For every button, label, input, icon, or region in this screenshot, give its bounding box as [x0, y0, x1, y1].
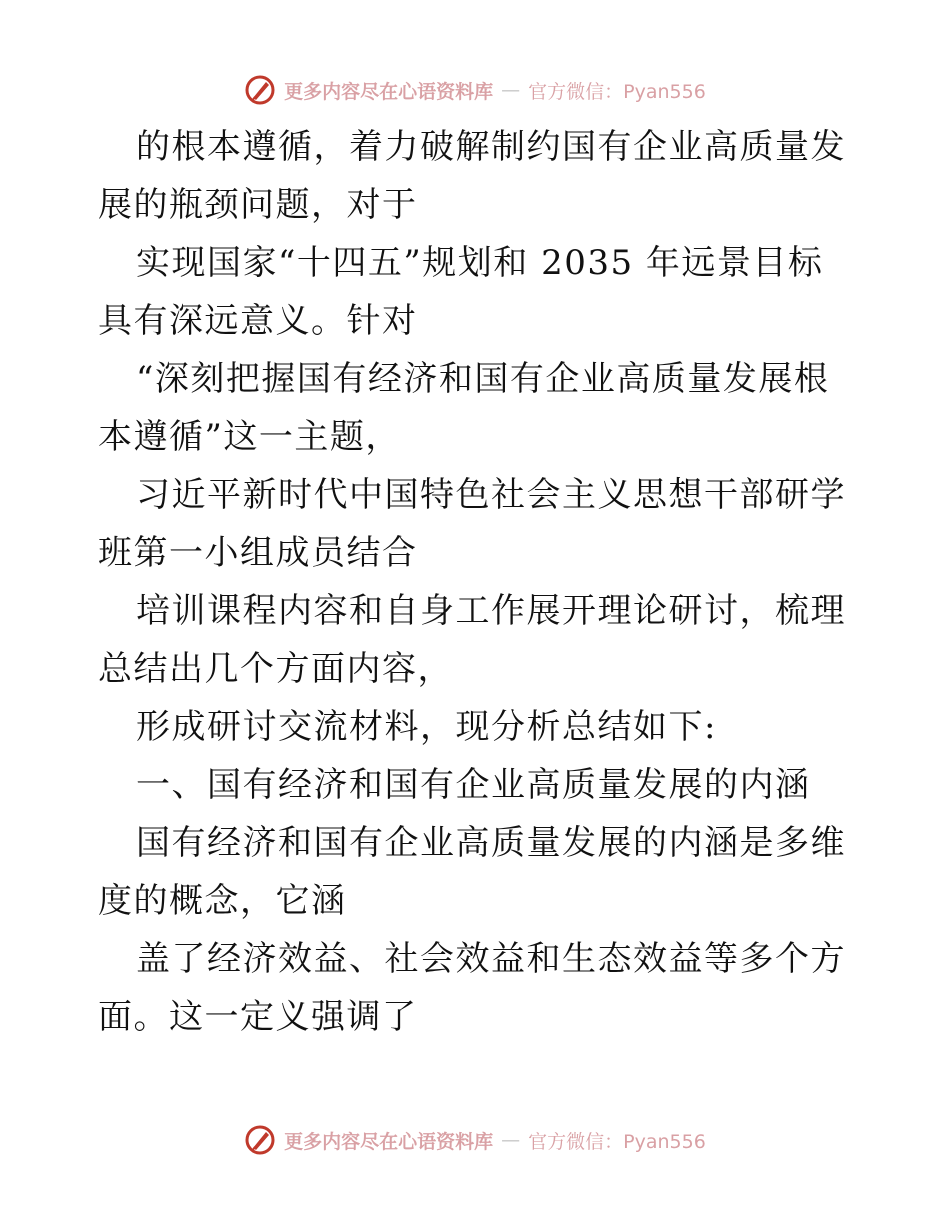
watermark-site-text: 更多内容尽在心语资料库: [284, 1130, 494, 1153]
paragraph-6: 形成研讨交流材料，现分析总结如下:: [136, 707, 717, 747]
document-body: [98, 118, 858, 1046]
watermark-separator: —: [501, 79, 521, 101]
paragraph-3: “深刻把握国有经济和国有企业高质量发展根本遵循”这一主题，: [98, 359, 830, 457]
quill-logo-icon: [244, 1124, 276, 1156]
paragraph-1: 的根本遵循，着力破解制约国有企业高质量发展的瓶颈问题，对于: [98, 127, 846, 225]
paragraph-7: 国有经济和国有企业高质量发展的内涵是多维度的概念，它涵: [98, 823, 846, 921]
footer-watermark: [0, 1120, 950, 1160]
watermark-wechat-text: 官方微信：Pyan556: [528, 80, 706, 103]
paragraph-8: 盖了经济效益、社会效益和生态效益等多个方面。这一定义强调了: [98, 939, 846, 1037]
paragraph-2: 实现国家“十四五”规划和 2035 年远景目标具有深远意义。针对: [98, 243, 824, 341]
paragraph-5: 培训课程内容和自身工作展开理论研讨，梳理总结出几个方面内容，: [98, 591, 846, 689]
section-heading: 一、国有经济和国有企业高质量发展的内涵: [136, 765, 811, 805]
watermark-separator: —: [501, 1129, 521, 1151]
watermark-site-text: 更多内容尽在心语资料库: [284, 80, 494, 103]
header-watermark: [0, 70, 950, 110]
paragraph-4: 习近平新时代中国特色社会主义思想干部研学班第一小组成员结合: [98, 475, 846, 573]
watermark-wechat-text: 官方微信：Pyan556: [528, 1130, 706, 1153]
quill-logo-icon: [244, 74, 276, 106]
